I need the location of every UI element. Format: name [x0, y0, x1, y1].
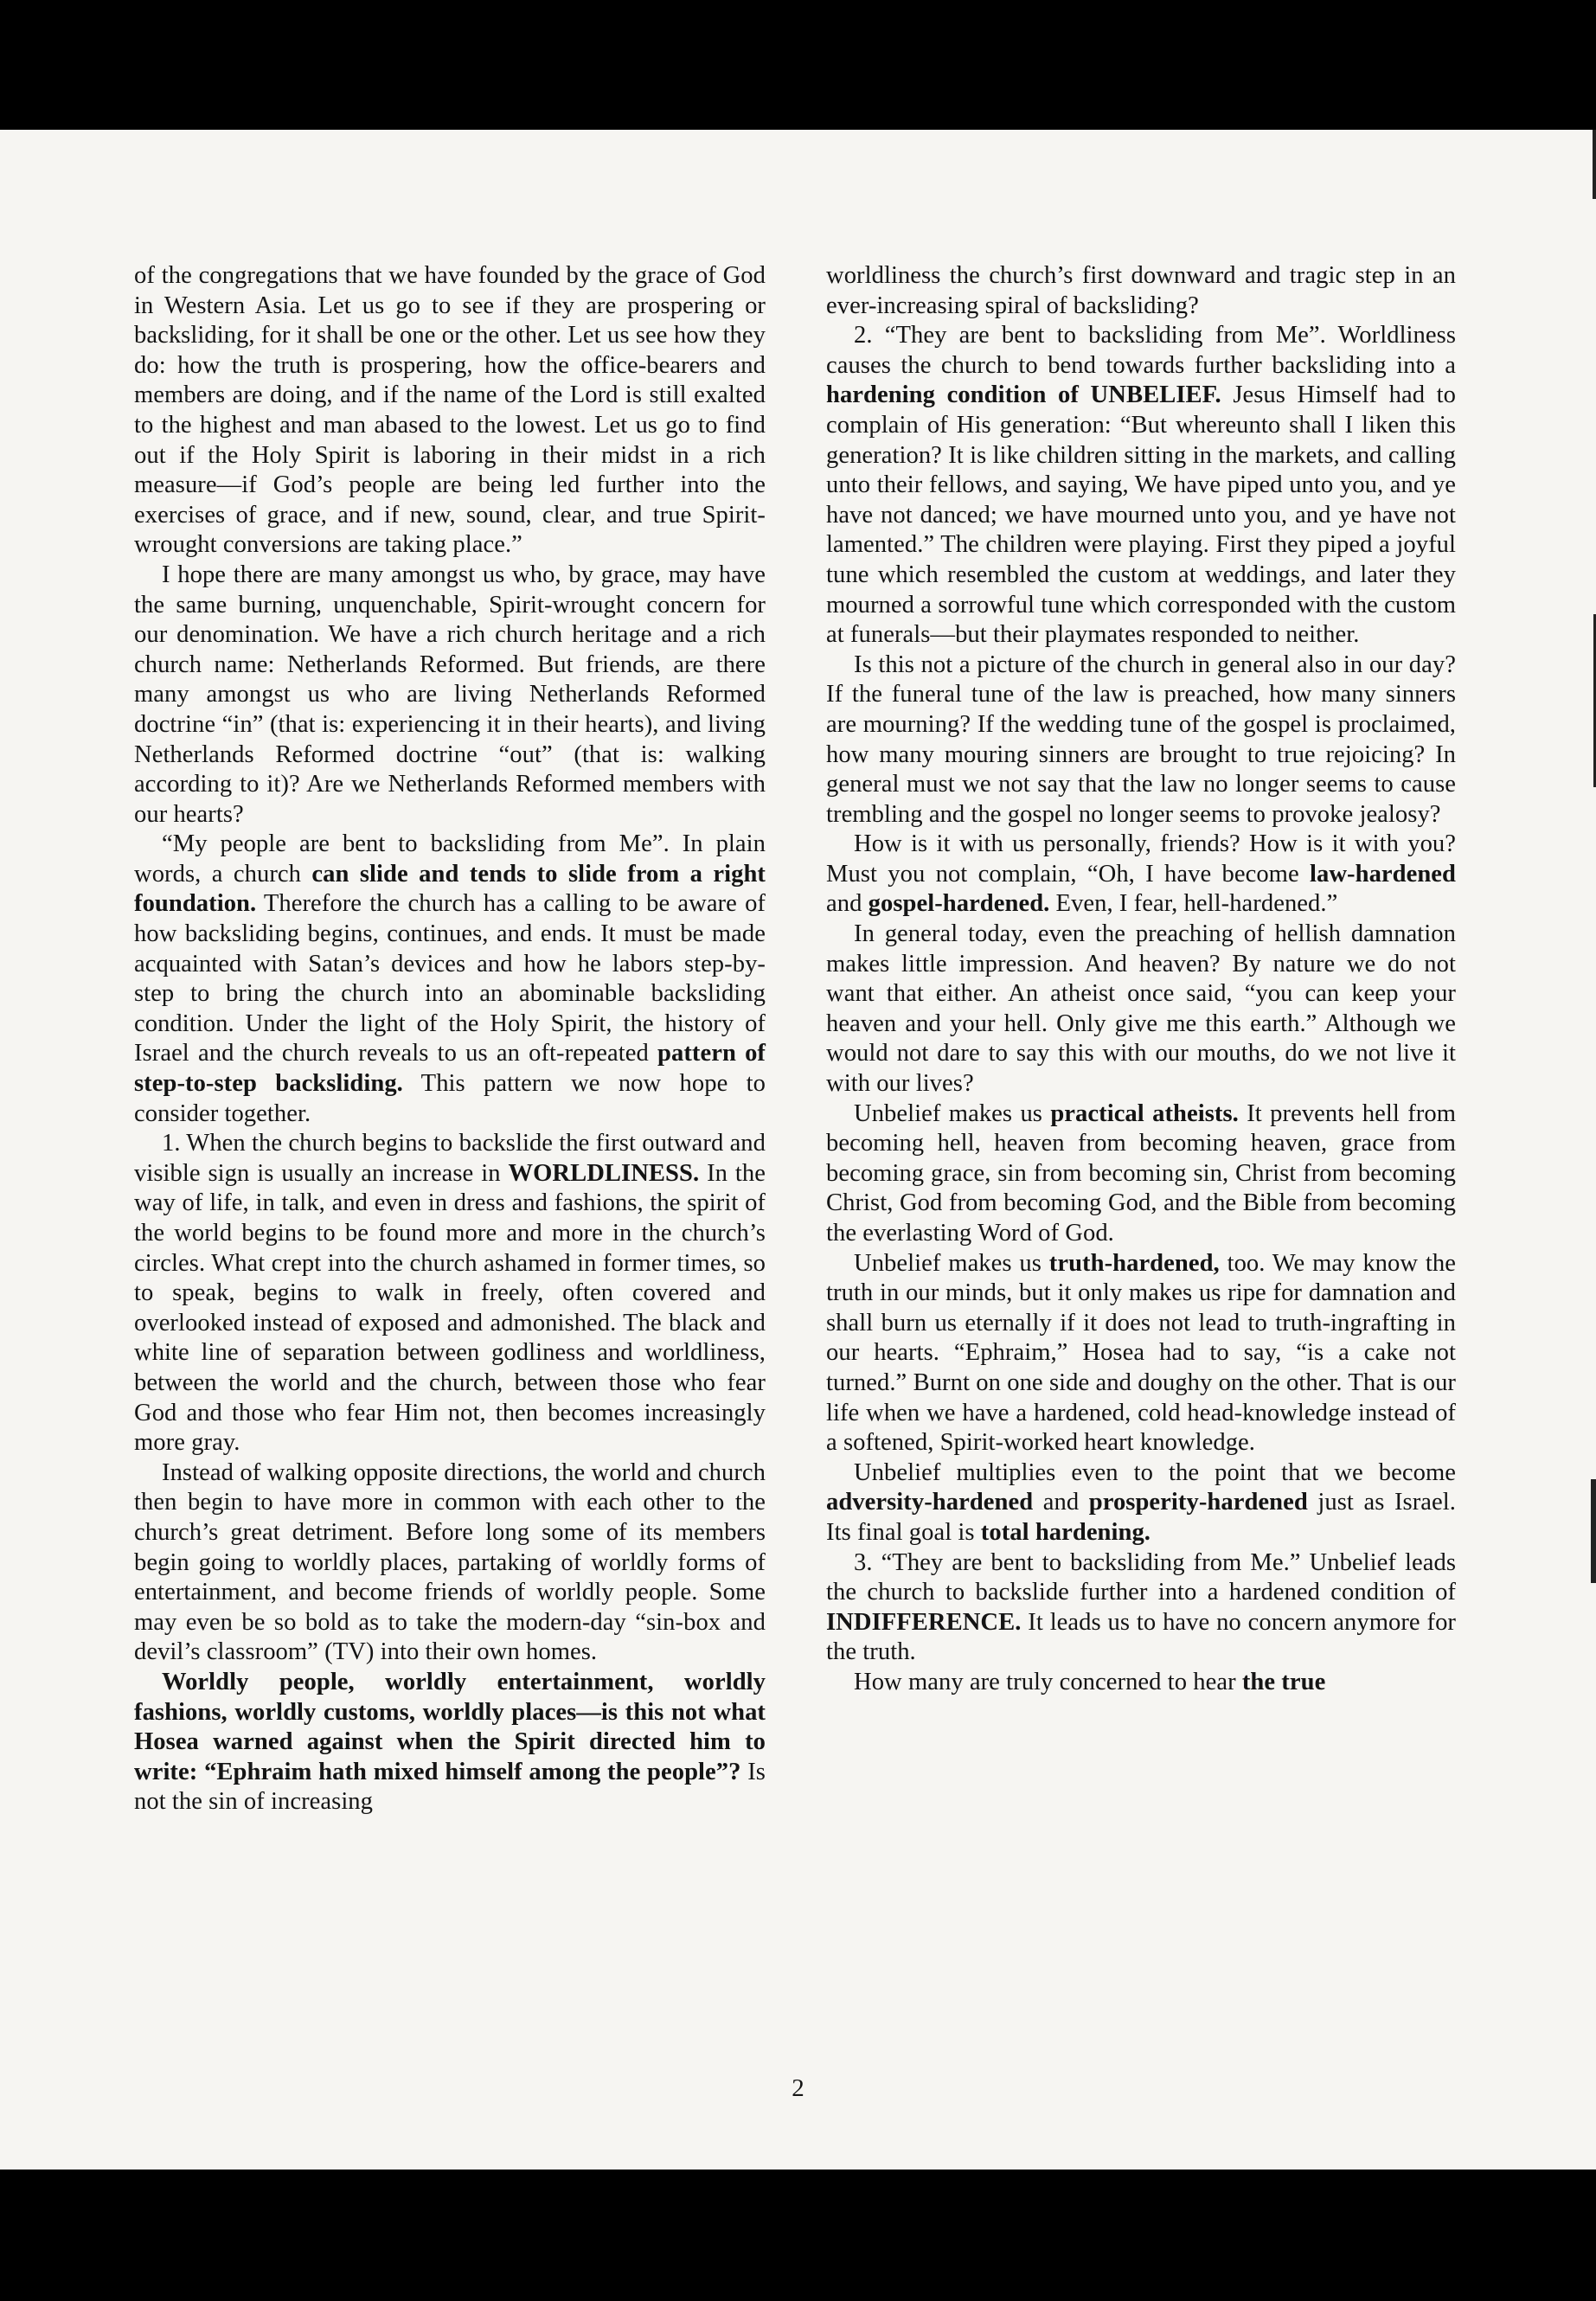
- paragraph: [134, 830, 766, 1129]
- bold-text: INDIFFERENCE.: [826, 1608, 1022, 1636]
- right-text-column: [826, 261, 1456, 1698]
- text: 3. “They are bent to backsliding from Me.” Unbelief leads the church to backslide further into a hardened condition of: [826, 1548, 1456, 1606]
- text: 2. “They are bent to backsliding from Me”. Worldliness causes the church to bend towards further backsliding into a: [826, 322, 1456, 379]
- text: 1. When the church begins to backslide the first outward and visible sign is usually an increase in: [134, 1130, 766, 1187]
- paragraph: [826, 261, 1456, 321]
- scan-edge-mark: [1591, 1479, 1596, 1583]
- text: How is it with us personally, friends? How is it with you? Must you not complain, “Oh, I have become: [826, 830, 1456, 888]
- text: Even, I fear, hell-hardened.”: [1049, 890, 1338, 918]
- text: How many are truly concerned to hear: [854, 1668, 1242, 1695]
- text: It prevents hell from becoming hell, heaven from becoming heaven, grace from becoming grace, sin from becoming sin, Christ from becoming Christ, God from becoming God, and the Bible from becoming the everlasting Word of God.: [826, 1099, 1456, 1247]
- text: Jesus Himself had to complain of His generation: “But whereunto shall I liken this generation? It is like children sitting in the markets, and calling unto their fellows, and saying, We have piped unto you, and ye have not danced; we have mourned unto you, and ye have not lamented.” The children were playing. First they piped a joyful tune which resembled the custom at weddings, and later they mourned a sorrowful tune which corresponded with the custom at funerals—but their playmates responded to neither.: [826, 381, 1456, 649]
- paragraph: [826, 651, 1456, 830]
- bold-text: law-hardened: [1310, 860, 1456, 888]
- text: Is not the sin of increasing: [134, 1758, 766, 1816]
- text: just as Israel. Its final goal is: [826, 1489, 1456, 1546]
- bold-text: can slide and tends to slide from a right foundation.: [134, 860, 766, 918]
- text: In general today, even the preaching of hellish damnation makes little impression. And heaven? By nature we do not want that either. An atheist once said, “you can keep your heaven and your hell. Only give me this earth.” Although we would not dare to say this with our mouths, do we not live it with our lives?: [826, 920, 1456, 1098]
- text: of the congregations that we have founded by the grace of God in Western Asia. Let us go to see if they are prospering or backsliding, for it shall be one or the other. Let us see how they do: how the truth is prospering, how the office-bearers and members are doing, and if the name of the Lord is still exalted to the highest and man abased to the lowest. Let us go to find out if the Holy Spirit is laboring in their midst in a rich measure—if God’s people are being led further into the exercises of grace, and if new, sound, clear, and true Spirit-wrought conversions are taking place.”: [134, 262, 766, 559]
- text: Therefore the church has a calling to be aware of how backsliding begins, continues, and ends. It must be made acquainted with Satan’s devices and how he labors step-by-step to bring the church into an abominable backsliding condition. Under the light of the Holy Spirit, the history of Israel and the church reveals to us an oft-repeated: [134, 890, 766, 1067]
- text: worldliness the church’s first downward and tragic step in an ever-increasing spiral of backsliding?: [826, 262, 1456, 319]
- bold-text: WORLDLINESS.: [508, 1159, 700, 1187]
- bold-text: the true: [1241, 1668, 1326, 1695]
- text: Unbelief makes us: [854, 1099, 1051, 1127]
- bold-text: truth-hardened,: [1048, 1249, 1220, 1277]
- paragraph: [826, 1548, 1456, 1668]
- paragraph: [134, 1458, 766, 1668]
- document-page: [0, 130, 1596, 2170]
- scan-edge-mark: [1593, 130, 1596, 199]
- text: and: [826, 890, 869, 918]
- text: Unbelief multiplies even to the point that we become: [854, 1458, 1456, 1486]
- paragraph: [826, 1668, 1456, 1698]
- bold-text: total hardening.: [980, 1518, 1151, 1546]
- paragraph: [826, 321, 1456, 651]
- text: and: [1033, 1489, 1089, 1516]
- bold-text: Worldly people, worldly entertainment, worldly fashions, worldly customs, worldly places—is this not what Hosea warned against when the Spirit directed him to write: “Ephraim hath mixed himself among the people”?: [134, 1668, 766, 1785]
- text: In the way of life, in talk, and even in dress and fashions, the spirit of the world begins to be found more and more in the church’s circles. What crept into the church ashamed in former times, so to speak, begins to walk in freely, often covered and overlooked instead of exposed and admonished. The black and white line of separation between godliness and worldliness, between the world and the church, between those who fear God and those who fear Him not, then becomes increasingly more gray.: [134, 1159, 766, 1457]
- text: Is this not a picture of the church in general also in our day? If the funeral tune of the law is preached, how many sinners are mourning? If the wedding tune of the gospel is proclaimed, how many mouring sinners are brought to true rejoicing? In general must we not say that the law no longer seems to cause trembling and the gospel no longer seems to provoke jealosy?: [826, 651, 1456, 828]
- text: too. We may know the truth in our minds, but it only makes us ripe for damnation and shall burn us eternally if it does not lead to truth-ingrafting in our hearts. “Ephraim,” Hosea had to say, “is a cake not turned.” Burnt on one side and doughy on the other. That is our life when we have a hardened, cold head-knowledge instead of a softened, Spirit-worked heart knowledge.: [826, 1249, 1456, 1457]
- paragraph: [826, 1099, 1456, 1249]
- paragraph: [826, 920, 1456, 1099]
- paragraph: [826, 1458, 1456, 1548]
- paragraph: [134, 561, 766, 830]
- text: This pattern we now hope to consider together.: [134, 1070, 766, 1127]
- bold-text: adversity-hardened: [826, 1489, 1034, 1516]
- text: It leads us to have no concern anymore for the truth.: [826, 1608, 1456, 1666]
- text: Instead of walking opposite directions, the world and church then begin to have more in common with each other to the church’s great detriment. Before long some of its members begin going to worldly places, partaking of worldly forms of entertainment, and become friends of worldly people. Some may even be so bold as to take the modern-day “sin-box and devil’s classroom” (TV) into their own homes.: [134, 1458, 766, 1666]
- page-number: 2: [792, 2074, 804, 2102]
- bold-text: pattern of step-to-step backsliding.: [134, 1040, 766, 1098]
- bold-text: prosperity-hardened: [1088, 1489, 1308, 1516]
- text: Unbelief makes us: [854, 1249, 1049, 1277]
- left-text-column: [134, 261, 766, 1817]
- bold-text: practical atheists.: [1050, 1099, 1239, 1127]
- paragraph: [134, 1668, 766, 1817]
- text: I hope there are many amongst us who, by grace, may have the same burning, unquenchable, Spirit-wrought concern for our denomination. We have a rich church heritage and a rich church name: Netherlands Reformed. But friends, are there many amongst us who are living Netherlands Reformed doctrine “in” (that is: experiencing it in their hearts), and living Netherlands Reformed doctrine “out” (that is: walking according to it)? Are we Netherlands Reformed members with our hearts?: [134, 561, 766, 828]
- bold-text: hardening condition of UNBELIEF.: [826, 381, 1221, 409]
- bold-text: gospel-hardened.: [868, 890, 1050, 918]
- text: “My people are bent to backsliding from Me”. In plain words, a church: [134, 830, 766, 888]
- paragraph: [826, 830, 1456, 920]
- paragraph: [826, 1249, 1456, 1458]
- paragraph: [134, 1129, 766, 1458]
- paragraph: [134, 261, 766, 561]
